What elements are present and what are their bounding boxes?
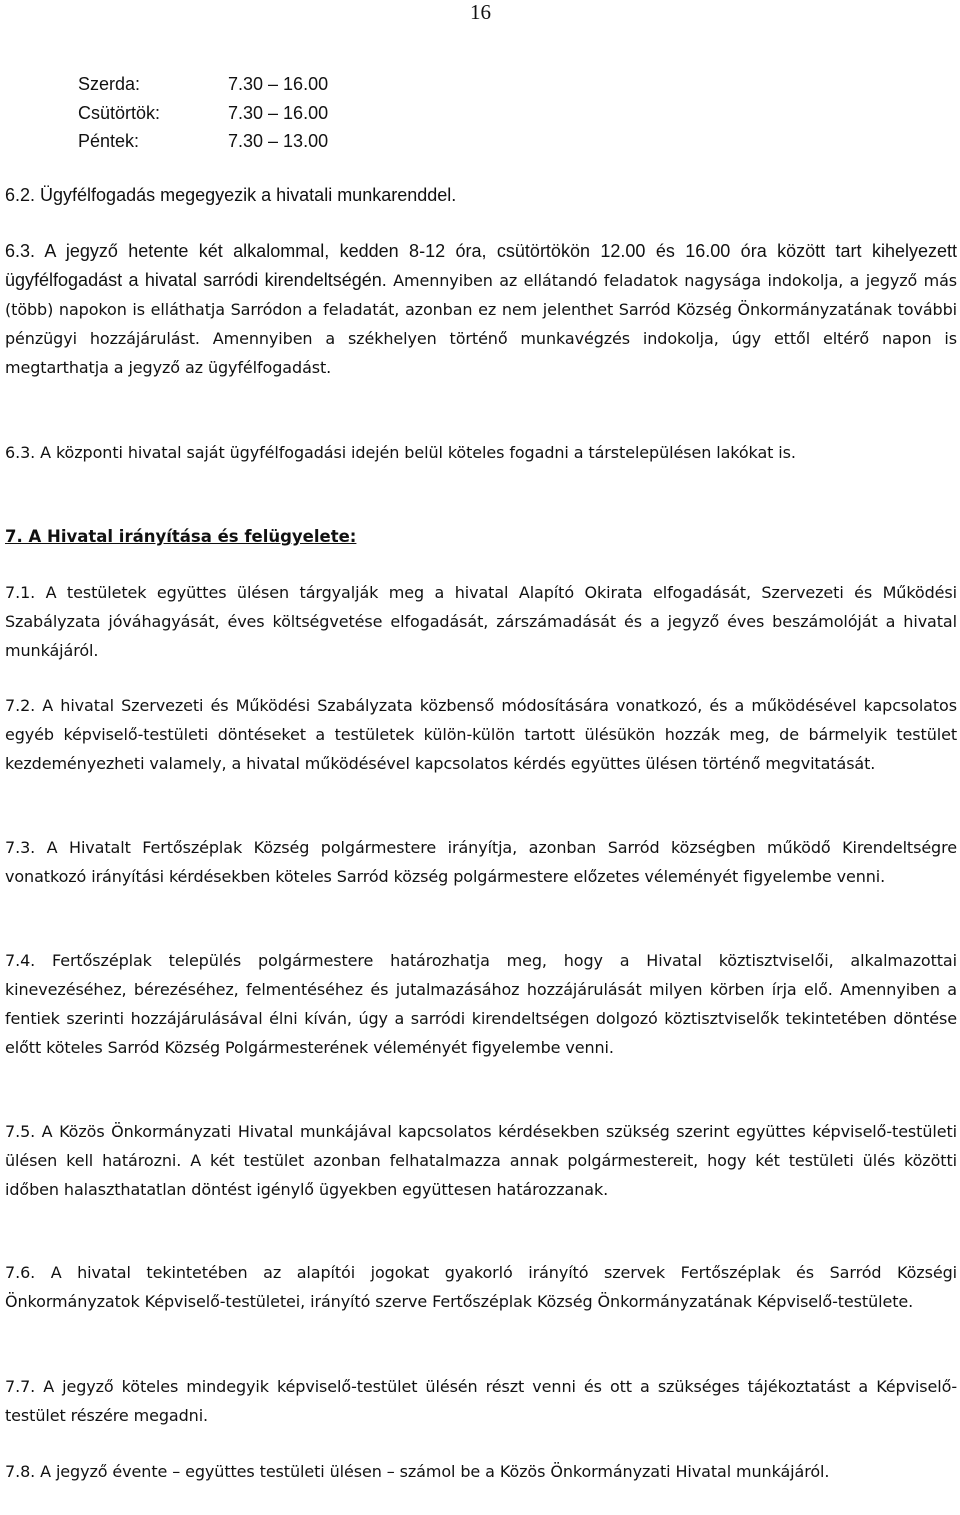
paragraph-6-3-central-office: 6.3. A központi hivatal saját ügyfélfogadási idején belül köteles fogadni a társtelepülésen lakókat is. [5, 443, 796, 462]
paragraph-7-4: 7.4. Fertőszéplak település polgármestere határozhatja meg, hogy a Hivatal köztisztviselői, alkalmazottai kinevezéséhez, bérezéséhez, felmentéséhez és jutalmazásához hozzájárulását milyen körben írja elő. Amennyiben a fentiek szerinti hozzájárulásával élni kíván, úgy a sarródi kirendeltségen dolgozó köztisztviselők tekintetében döntése előtt köteles Sarród Község Polgármesterének véleményét figyelembe venni. [5, 951, 957, 1057]
schedule-hours: 7.30 – 13.00 [228, 131, 329, 151]
schedule-hours: 7.30 – 16.00 [228, 74, 329, 94]
paragraph-6-3-first-part: 6.3. A jegyző hetente két alkalommal, kedden 8-12 óra, csütörtökön 12.00 és 16.00 óra között tart kihelyezett ügyfélfogadást a hivatal sarródi kirendeltségén. [5, 241, 957, 290]
paragraph-7-5: 7.5. A Közös Önkormányzati Hivatal munkájával kapcsolatos kérdésekben szükség szerint együttes képviselő-testületi ülésen kell határozni. A két testület azonban felhatalmazza annak polgármestereit, hogy két testületi ülés közötti időben halaszthatatlan döntést igénylő ügyekben együttesen határozzanak. [5, 1122, 957, 1199]
paragraph-7-2: 7.2. A hivatal Szervezeti és Működési Szabályzata közbenső módosítására vonatkozó, és a működésével kapcsolatos egyéb képviselő-testületi döntéseket a testületek külön-külön tartott ülésükön hozzák meg, de bármelyik testület kezdeményezheti valamely, a hivatal működésével kapcsolatos kérdés együttes ülésen történő megvitatását. [5, 696, 957, 773]
paragraph-6-2: 6.2. Ügyfélfogadás megegyezik a hivatali munkarenddel. [5, 185, 457, 205]
schedule-row [78, 70, 328, 99]
paragraph-6-3-office-hours [5, 237, 957, 382]
schedule-row [78, 127, 328, 156]
schedule-day: Szerda: [78, 74, 141, 94]
schedule-hours: 7.30 – 16.00 [228, 102, 329, 123]
schedule-row [78, 99, 328, 128]
schedule-day: Péntek: [78, 131, 140, 151]
paragraph-7-6: 7.6. A hivatal tekintetében az alapítói jogokat gyakorló irányító szervek Fertőszéplak és Sarród Községi Önkormányzatok Képviselő-testületei, irányító szerve Fertőszéplak Község Önkormányzatának Képviselő-testülete. [5, 1263, 957, 1311]
paragraph-7-7: 7.7. A jegyző köteles mindegyik képviselő-testület ülésén részt venni és ott a szükséges tájékoztatást a Képviselő-testület részére megadni. [5, 1377, 957, 1425]
page-number: 16 [470, 0, 491, 24]
paragraph-6-3-second-part: Amennyiben az ellátandó feladatok nagysága indokolja, a jegyző más (több) napokon is elláthatja Sarródon a feladatát, azonban ez nem jelenthet Sarród Község Önkormányzatának további pénzügyi hozzájárulást. Amennyiben a székhelyen történő munkavégzés indokolja, úgy ettől eltérő napon is megtarthatja a jegyző az ügyfélfogadást. [5, 271, 958, 377]
office-hours-schedule [78, 70, 328, 156]
paragraph-7-3: 7.3. A Hivatalt Fertőszéplak Község polgármestere irányítja, azonban Sarród községben működő Kirendeltségre vonatkozó irányítási kérdésekben köteles Sarród község polgármestere előzetes véleményét figyelembe venni. [5, 838, 957, 886]
paragraph-7-8: 7.8. A jegyző évente – együttes testületi ülésen – számol be a Közös Önkormányzati Hivatal munkájáról. [5, 1462, 830, 1481]
section-heading-7: 7. A Hivatal irányítása és felügyelete: [5, 527, 357, 546]
paragraph-7-1: 7.1. A testületek együttes ülésen tárgyalják meg a hivatal Alapító Okirata elfogadását, Szervezeti és Működési Szabályzata jóváhagyását, éves költségvetése elfogadását, zárszámadását és a jegyző éves beszámolóját a hivatal munkájáról. [5, 583, 957, 660]
schedule-day: Csütörtök: [78, 102, 161, 123]
